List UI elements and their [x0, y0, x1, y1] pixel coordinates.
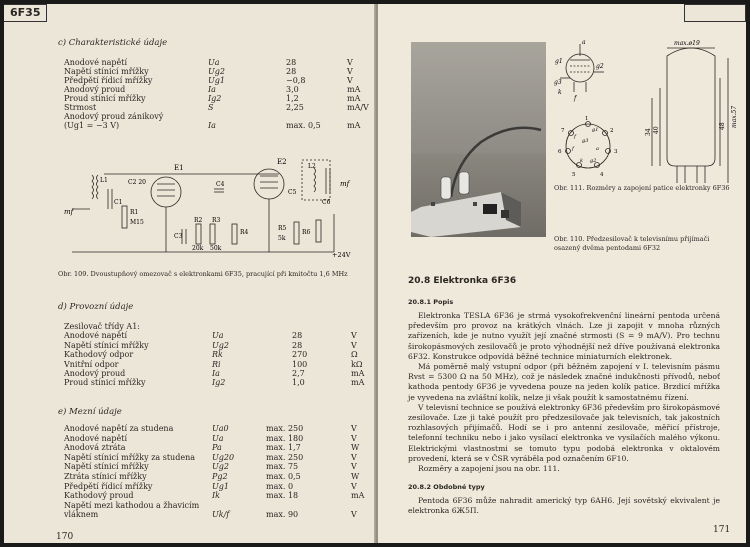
- row-unit: V: [347, 58, 353, 67]
- row-unit: mA: [351, 378, 365, 388]
- fig111-pin-3: 3: [614, 149, 618, 155]
- row-label: Napětí stínicí mřížky: [64, 340, 149, 350]
- description-text: [408, 311, 720, 474]
- similar-types-text: [408, 496, 720, 516]
- section-c-heading: c) Charakteristické údaje: [58, 38, 168, 48]
- row-label: Napětí mezi kathodou a žhavicím: [64, 500, 200, 510]
- row-value: max. 0,5: [286, 121, 321, 130]
- row-label: Anodové napětí za studena: [64, 424, 174, 433]
- fig111-pin-g2: g2: [590, 158, 597, 164]
- fig109-label-l2: L2: [308, 163, 316, 170]
- row-value: 1,0: [292, 378, 305, 388]
- fig111-dim-34: 34: [645, 128, 652, 136]
- row-label: Napětí stínicí mřížky: [64, 67, 149, 76]
- row-label: (Ug1 = −3 V): [64, 121, 120, 130]
- row-unit: mA: [347, 85, 361, 94]
- fig109-label-5k: 5k: [278, 235, 286, 242]
- fig111-label-g2: g2: [596, 63, 604, 70]
- row-symbol: Uk/f: [212, 510, 230, 520]
- row-unit: mA: [347, 94, 361, 103]
- row-value: 1,2: [286, 94, 299, 103]
- row-unit: W: [351, 472, 360, 481]
- section-heading-20-8: 20.8 Elektronka 6F36: [408, 276, 517, 286]
- row-value: 2,25: [286, 103, 304, 112]
- fig109-label-r3: R3: [212, 217, 221, 224]
- fig109-caption: Obr. 109. Dvoustupňový omezovač s elektronkami 6F35, pracující při kmitočtu 1,6 MHz: [58, 270, 348, 278]
- row-symbol: Ia: [212, 369, 220, 378]
- row-unit: mA: [347, 121, 361, 130]
- row-label: Ztráta stínicí mřížky: [64, 472, 147, 481]
- row-unit: mA/V: [347, 103, 369, 112]
- fig109-label-mf-in: mf: [64, 208, 74, 216]
- row-value: max. 75: [266, 462, 299, 472]
- row-unit: mA: [351, 491, 365, 501]
- row-value: max. 18: [266, 491, 299, 501]
- row-unit: V: [347, 67, 353, 76]
- fig109-label-c1: C1: [114, 199, 123, 206]
- fig111-label-g1: g1: [555, 58, 563, 65]
- fig109-label-mf-out: mf: [340, 180, 350, 188]
- fig110-photo: [411, 42, 546, 237]
- section-e-heading: e) Mezní údaje: [58, 407, 122, 417]
- fig109-label-r5: R5: [278, 225, 287, 232]
- subheading-popis: 20.8.1 Popis: [408, 298, 454, 306]
- page-number-right: 171: [713, 525, 731, 535]
- row-value: max. 0: [266, 481, 294, 491]
- row-value: max. 0,5: [266, 472, 301, 481]
- row-symbol: Ig2: [212, 378, 226, 388]
- page-number-left: 170: [56, 532, 74, 542]
- row-symbol: Ig2: [208, 94, 222, 103]
- fig111-pin-5: 5: [572, 172, 576, 178]
- row-value: 2,7: [292, 369, 305, 378]
- fig109-label-r2: R2: [194, 217, 203, 224]
- paragraph: Rozměry a zapojení jsou na obr. 111.: [418, 464, 560, 474]
- row-label: Strmost: [64, 103, 97, 112]
- fig111-caption: Obr. 111. Rozměry a zapojení patice elektronky 6F36: [554, 184, 730, 192]
- row-label: Anodové napětí: [64, 433, 128, 443]
- row-value: 28: [286, 58, 297, 67]
- row-value: max. 90: [266, 510, 299, 520]
- section-d-heading: d) Provozní údaje: [58, 302, 134, 312]
- row-symbol: Ug2: [208, 67, 225, 76]
- row-symbol: Ua0: [212, 424, 229, 433]
- row-unit: V: [347, 76, 353, 85]
- row-value: max. 1,7: [266, 443, 301, 453]
- row-symbol: Ug1: [212, 481, 229, 491]
- paragraph: V televisní technice se používá elektronky 6F36 především pro širokopásmové zesilovače. Lze ji také použít pro předzesilovače jak televisních, tak jakostních rozhlasových přijímačů. Hodí se i pro antenní zesilovače, měřicí přístroje, telefonní techniku nebo i jako vysílací elektronka ve vysílačích malého výkonu. Elektrickými vlastnostmi se tomuto typu podobá elektronka v oktalovém provedení, která se v ČSR vyráběla pod označením 6F10.: [408, 402, 720, 463]
- fig109-label-e2: E2: [277, 158, 287, 166]
- row-symbol: Ua: [208, 58, 220, 67]
- row-unit: Ω: [351, 350, 358, 360]
- fig109-label-l1: L1: [100, 177, 108, 184]
- row-unit: V: [351, 433, 357, 443]
- row-symbol: Ua: [212, 433, 224, 443]
- row-symbol: Pa: [212, 443, 222, 453]
- row-unit: kΩ: [351, 359, 363, 369]
- row-label: Kathodový odpor: [64, 350, 134, 360]
- fig111-label-a: a: [582, 39, 586, 46]
- row-value: 3,0: [286, 85, 299, 94]
- row-symbol: Ug2: [212, 340, 229, 350]
- fig111-pin-4: 4: [600, 172, 604, 178]
- fig111-pin-g1: g1: [592, 127, 599, 133]
- row-label: Anodová ztráta: [64, 443, 126, 453]
- row-value: 28: [292, 331, 303, 341]
- fig111-tube-diagram: [552, 38, 742, 198]
- row-unit: mA: [351, 369, 365, 378]
- row-value: max. 250: [266, 424, 304, 433]
- row-label: Anodový proud zánikový: [64, 112, 164, 121]
- fig111-pin-f1: f: [574, 134, 576, 140]
- fig109-label-20k: 20k: [192, 245, 204, 252]
- row-label: Anodové napětí: [64, 58, 128, 67]
- row-label: Kathodový proud: [64, 491, 134, 501]
- row-unit: V: [351, 424, 357, 433]
- row-unit: V: [351, 340, 357, 350]
- row-unit: V: [351, 462, 357, 472]
- row-symbol: Ri: [212, 359, 221, 369]
- row-unit: V: [351, 510, 357, 520]
- row-symbol: Ia: [208, 121, 216, 130]
- fig111-pin-g3: g3: [582, 138, 589, 144]
- paragraph: Pentoda 6F36 může nahradit americký typ 6AH6. Její sovětský ekvivalent je elektronka 6Ж5П.: [408, 496, 720, 516]
- row-label: Napětí stínicí mřížky za studena: [64, 452, 195, 462]
- row-unit: W: [351, 443, 360, 453]
- row-label: vláknem: [64, 510, 99, 520]
- row-label: Předpětí řídicí mřížky: [64, 76, 153, 85]
- fig109-label-c6: C6: [322, 199, 331, 206]
- row-symbol: Pg2: [212, 472, 228, 481]
- row-label: Proud stínicí mřížky: [64, 94, 146, 103]
- fig109-label-c4: C4: [216, 181, 225, 188]
- row-symbol: Ua: [212, 331, 224, 341]
- row-value: max. 180: [266, 433, 304, 443]
- row-symbol: Ik: [212, 491, 221, 501]
- row-value: 28: [292, 340, 303, 350]
- fig111-dim-40: 40: [653, 126, 660, 134]
- row-symbol: Ug20: [212, 452, 235, 462]
- fig111-dim-max57: max.57: [731, 105, 738, 128]
- left-page: [4, 4, 376, 543]
- row-symbol: S: [208, 103, 214, 112]
- fig109-label-r4: R4: [240, 229, 249, 236]
- fig111-pin-a: a: [596, 146, 599, 152]
- row-symbol: Ug1: [208, 76, 225, 85]
- row-value: 28: [286, 67, 297, 76]
- row-unit: V: [351, 481, 357, 491]
- row-label: Napětí stínicí mřížky: [64, 462, 149, 472]
- fig111-pin-1: 1: [585, 116, 589, 122]
- fig109-label-m15: M15: [130, 219, 144, 226]
- fig111-pin-7: 7: [561, 128, 565, 134]
- row-label: Anodový proud: [64, 369, 126, 378]
- row-unit: V: [351, 331, 357, 341]
- row-value: 100: [292, 359, 308, 369]
- fig109-label-50k: 50k: [210, 245, 222, 252]
- right-page: [378, 4, 746, 543]
- header-tab: 6F35: [4, 4, 47, 22]
- row-label: Anodové napětí: [64, 331, 128, 341]
- fig109-label-c20: C2 20: [128, 179, 146, 186]
- row-value: −0,8: [286, 76, 306, 85]
- subheading-obdobne-typy: 20.8.2 Obdobné typy: [408, 483, 485, 491]
- row-value: 270: [292, 350, 308, 360]
- paragraph: Má poměrně malý vstupní odpor (při běžném zapojení v I. televisním pásmu Rvst = 5300 Ω na 50 MHz), což je následek značné indukčnosti přívodů, neboť kathoda pentody 6F36 je vyvedena pouze na jeden kolík patice. Brzdicí mřížka je vyvedena na zvláštní kolík, nelze ji však použít k samostatnému řízení.: [408, 362, 720, 402]
- fig111-label-k: k: [558, 89, 562, 96]
- fig111-dim-48: 48: [719, 122, 726, 130]
- fig111-pin-f2: f: [572, 146, 574, 152]
- row-label: Předpětí řídicí mřížky: [64, 481, 153, 491]
- fig109-label-plus24: +24V: [332, 251, 351, 259]
- fig111-label-g3: g3: [554, 79, 562, 86]
- row-label: Proud stínicí mřížky: [64, 378, 146, 388]
- fig111-label-f: f: [574, 95, 577, 102]
- row-label: Anodový proud: [64, 85, 126, 94]
- fig111-dim-max19: max.ø19: [674, 40, 700, 47]
- row-unit: V: [351, 452, 357, 462]
- fig111-pin-2: 2: [610, 128, 614, 134]
- fig109-label-c3: C3: [174, 233, 183, 240]
- row-label: Zesilovač třídy A1:: [64, 322, 140, 331]
- header-tab-right: [684, 4, 746, 22]
- fig110-caption: Obr. 110. Předzesilovač k televisnímu přijímači osazený dvěma pentodami 6F32: [554, 235, 710, 252]
- row-label: Vnitřní odpor: [64, 359, 119, 369]
- fig111-pin-k: k: [580, 158, 584, 164]
- row-symbol: Ug2: [212, 462, 229, 472]
- fig109-circuit: [64, 154, 364, 262]
- fig109-label-r1: R1: [130, 209, 139, 216]
- fig111-pin-6: 6: [558, 149, 562, 155]
- fig109-label-c5: C5: [288, 189, 297, 196]
- paragraph: Elektronka TESLA 6F36 je strmá vysokofrekvenční lineární pentoda určená především pro provoz na krátkých vlnách. Lze ji zapojit v mnoha různých zařízeních, kde je nutno využít její značné strmosti (S = 9 mA/V). Pro technu širokopásmových zesilovačů je proto výhodnější než dříve používaná elektronka 6F32. Konstrukce odpovídá běžné technice miniaturních elektronek.: [408, 311, 720, 361]
- fig109-label-e1: E1: [174, 164, 184, 172]
- row-symbol: Ia: [208, 85, 216, 94]
- row-symbol: Rk: [212, 350, 223, 360]
- fig109-label-r6: R6: [302, 229, 311, 236]
- row-value: max. 250: [266, 452, 304, 462]
